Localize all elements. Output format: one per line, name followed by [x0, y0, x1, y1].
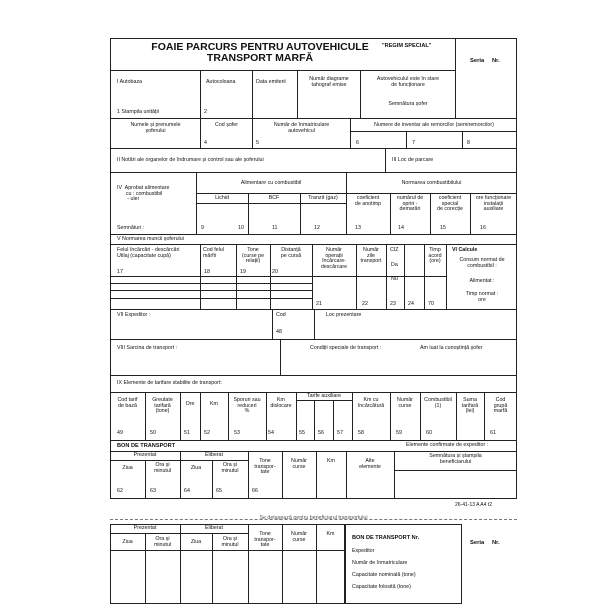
numar-diagrame-label: Număr diagrame tahograf emise [309, 76, 349, 88]
luat-cunostinta-label: Am luat la cunoștință șofer [420, 345, 483, 351]
alimentare-combustibil-label: Alimentare cu combustibil [240, 180, 302, 186]
field-number-15: 15 [440, 225, 446, 231]
elemente-tarifare-label: IX Elemente de tarifare stabilite de transport: [117, 380, 222, 386]
fel-incarcari-label: Felul încărcări - descărcări Utilaj (capacitate cupă) [117, 247, 180, 259]
form-title-line2: TRANSPORT MARFĂ [206, 52, 314, 65]
field-number-6: 6 [356, 140, 359, 146]
notari-label: II Notări ale organelor de îndrumare și control sau ale șoferului [117, 157, 264, 163]
aprobat-alimentare-label: IV Aprobat alimentare cu : combustibil - ulei [117, 185, 170, 203]
field-number-50: 50 [150, 430, 156, 436]
normarea-muncii-label: V Normarea muncii șoferului [117, 236, 184, 242]
bon-tone-transportate-label: Tone transpor- tate [254, 458, 276, 476]
sarcina-transport-label: VIII Sarcina de transport : [117, 345, 178, 351]
calcule-label: VI Calcule [452, 247, 478, 253]
field-number-24: 24 [408, 301, 414, 307]
loc-prezentare-label: Loc prezentare [326, 312, 362, 318]
stub-eliberat-label: Eliberat [205, 525, 223, 531]
field-number-70: 70 [428, 301, 434, 307]
suma-tarifara-label: Suma tarifară (lei) [461, 397, 479, 415]
normarea-combustibil-label: Normarea combustibilului [401, 180, 462, 186]
cod-tarif-label: Cod tarif de bază [117, 397, 138, 409]
data-emiterii-label: Data emiterii [256, 79, 286, 85]
loc-parcare-label: III Loc de parcare [392, 157, 434, 163]
cod-label: Cod [276, 312, 286, 318]
field-number-10: 10 [238, 225, 244, 231]
stub-prezentat-label: Prezentat [133, 525, 157, 531]
numar-curse-label: Număr curse [397, 397, 413, 409]
stub-expeditor-label: Expeditor [352, 548, 375, 554]
field-number-60: 60 [426, 430, 432, 436]
field-number-11: 11 [272, 225, 278, 231]
bon-prezentat-ora-label: Ora și minutul [153, 462, 172, 474]
field-number-49: 49 [117, 430, 123, 436]
stub-numar-curse-label: Număr curse [291, 531, 307, 543]
field-number-22: 22 [362, 301, 368, 307]
field-number-59: 59 [396, 430, 402, 436]
km-label: Km [210, 401, 218, 407]
detach-caption: Se detașează pentru beneficiarul transportului [259, 515, 368, 521]
bon-numar-curse-label: Număr curse [291, 458, 307, 470]
field-number-48: 48 [276, 329, 282, 335]
autovehicul-stare-label: Autovehiculul este în stare de funcționare [376, 76, 440, 88]
field-number-54: 54 [268, 430, 274, 436]
field-number-61: 61 [490, 430, 496, 436]
field-number-14: 14 [398, 225, 404, 231]
field-number-18: 18 [204, 269, 210, 275]
cod-sofer-label: Cod șofer [215, 122, 238, 128]
nume-sofer-label: Numele și prenumele șoferului [130, 122, 181, 134]
tranzit-label: Tranzit (gaz) [308, 195, 338, 201]
alimentat-label: Alimentat : [469, 278, 495, 284]
km-dislocare-label: Km dislocare [270, 397, 292, 409]
field-number-65: 65 [216, 488, 222, 494]
field-number-66: 66 [252, 488, 258, 494]
bon-transport-label: BON DE TRANSPORT [117, 443, 176, 449]
opriri-demarari-label: numărul de opriri - demarări [396, 195, 424, 213]
timp-acord-label: Timp acord (ore) [428, 247, 442, 265]
field-number-7: 7 [412, 140, 415, 146]
field-number-2: 2 [204, 109, 207, 115]
stub-prezentat-ora-label: Ora și minutul [153, 536, 172, 548]
ciz-nu-label: Nu [391, 276, 398, 282]
stub-capacitate-nominala-label: Capacitate nominală (tone) [352, 572, 416, 578]
field-number-5: 5 [256, 140, 259, 146]
field-number-20: 20 [272, 269, 278, 275]
stub-eliberat-ora-label: Ora și minutul [221, 536, 239, 548]
cod-grupa-marfa-label: Cod grupă marfă [493, 397, 508, 415]
field-number-52: 52 [204, 430, 210, 436]
field-number-21: 21 [316, 301, 322, 307]
nr-label: Nr. [492, 58, 500, 64]
seria-label: Seria [470, 58, 485, 64]
field-number-4: 4 [204, 140, 207, 146]
stub-bon-nr-label: BON DE TRANSPORT Nr. [352, 535, 420, 541]
field-number-13: 13 [355, 225, 361, 231]
field-number-57: 57 [337, 430, 343, 436]
nr-inventar-remorci-label: Numere de inventar ale remorcilor (semiremorcilor) [374, 122, 494, 128]
tarife-auxiliare-label: Tarife auxiliare [306, 393, 342, 399]
field-number-63: 63 [150, 488, 156, 494]
nr-operatii-label: Număr operații încărcare- descărcare [320, 247, 348, 271]
distanta-cursa-label: Distanță pe cursă [280, 247, 302, 259]
field-number-8: 8 [467, 140, 470, 146]
bcf-label: BCF [268, 195, 280, 201]
bon-km-label: Km [327, 458, 335, 464]
tone-curse-label: Tone (curse pe relații) [241, 247, 265, 265]
greutate-tarifara-label: Greutate tarifară (tone) [152, 397, 173, 415]
bon-eliberat-ora-label: Ora și minutul [221, 462, 239, 474]
elemente-confirmate-label: Elemente confirmate de expeditor : [406, 442, 489, 448]
combustibil-label: Combustibil (1) [424, 397, 452, 409]
autobaza-label: I Autobaza [117, 79, 143, 85]
field-number-23: 23 [390, 301, 396, 307]
stub-capacitate-folosita-label: Capacitate folosită (tone) [352, 584, 411, 590]
nr-inmatriculare-label: Număr de înmatriculare autovehicul [273, 122, 330, 134]
field-number-55: 55 [299, 430, 305, 436]
field-number-9: 9 [201, 225, 204, 231]
bon-eliberat-label: Eliberat [205, 452, 223, 458]
expeditor-label: VII Expeditor : [117, 312, 151, 318]
stub-seria-label: Seria [470, 540, 485, 546]
regime-special-label: "REGIM SPECIAL" [382, 43, 432, 49]
km-incarcatura-label: Km cu încărcătură [357, 397, 385, 409]
field-number-51: 51 [184, 430, 190, 436]
stub-eliberat-ziua-label: Ziua [190, 539, 202, 545]
bon-prezentat-label: Prezentat [133, 452, 157, 458]
autocoloana-label: Autocoloana [206, 79, 236, 85]
ciz-label: CIZ [390, 247, 399, 253]
cod-fel-marfii-label: Cod felul mărfii [203, 247, 224, 259]
stub-nr-label: Nr. [492, 540, 500, 546]
conditii-speciale-label: Condiții speciale de transport : [310, 345, 382, 351]
bon-eliberat-ziua-label: Ziua [190, 465, 202, 471]
field-number-56: 56 [318, 430, 324, 436]
bon-prezentat-ziua-label: Ziua [122, 465, 133, 471]
field-number-64: 64 [184, 488, 190, 494]
stub-nr-inmatriculare-label: Număr de înmatriculare [352, 560, 408, 566]
field-number-53: 53 [234, 430, 240, 436]
lichid-label: Lichid [215, 195, 229, 201]
field-number-12: 12 [314, 225, 320, 231]
semnaturi-label: Semnături : [117, 225, 145, 231]
coef-anotimp-label: coeficient de anotimp [354, 195, 382, 207]
field-number-19: 19 [240, 269, 246, 275]
consum-normat-label: Consum normat de combustibil : [459, 257, 505, 269]
field-number-16: 16 [480, 225, 486, 231]
stub-prezentat-ziua-label: Ziua [122, 539, 133, 545]
ciz-da-label: Da [391, 262, 398, 268]
form-code: 26-41-13 A A4 t2 [455, 502, 492, 508]
field-number-17: 17 [117, 269, 123, 275]
bon-alte-elemente-label: Alte elemente [359, 458, 381, 470]
bon-semnatura-stampila-label: Semnătura și ștampila beneficiarului [429, 453, 482, 465]
nr-zile-transport-label: Număr zile transport [360, 247, 382, 265]
stampila-label: 1 Stampila unității [117, 109, 159, 115]
coef-corectie-label: coeficient special de corecție [437, 195, 463, 213]
field-number-62: 62 [117, 488, 123, 494]
stub-tone-transportate-label: Tone transpor- tate [254, 531, 276, 549]
semnatura-sofer-label: Semnătura șofer [388, 101, 428, 107]
ore-label: Ore [185, 401, 195, 407]
stub-km-label: Km [326, 531, 335, 537]
sporuri-reduceri-label: Sporuri sau reduceri % [233, 397, 261, 415]
field-number-58: 58 [358, 430, 364, 436]
timp-normat-label: Timp normat : ore [465, 291, 499, 303]
ore-functionare-label: ore funcționare instalații auxiliare [475, 195, 512, 213]
form-title-line1: FOAIE PARCURS PENTRU AUTOVEHICULE [151, 41, 369, 53]
